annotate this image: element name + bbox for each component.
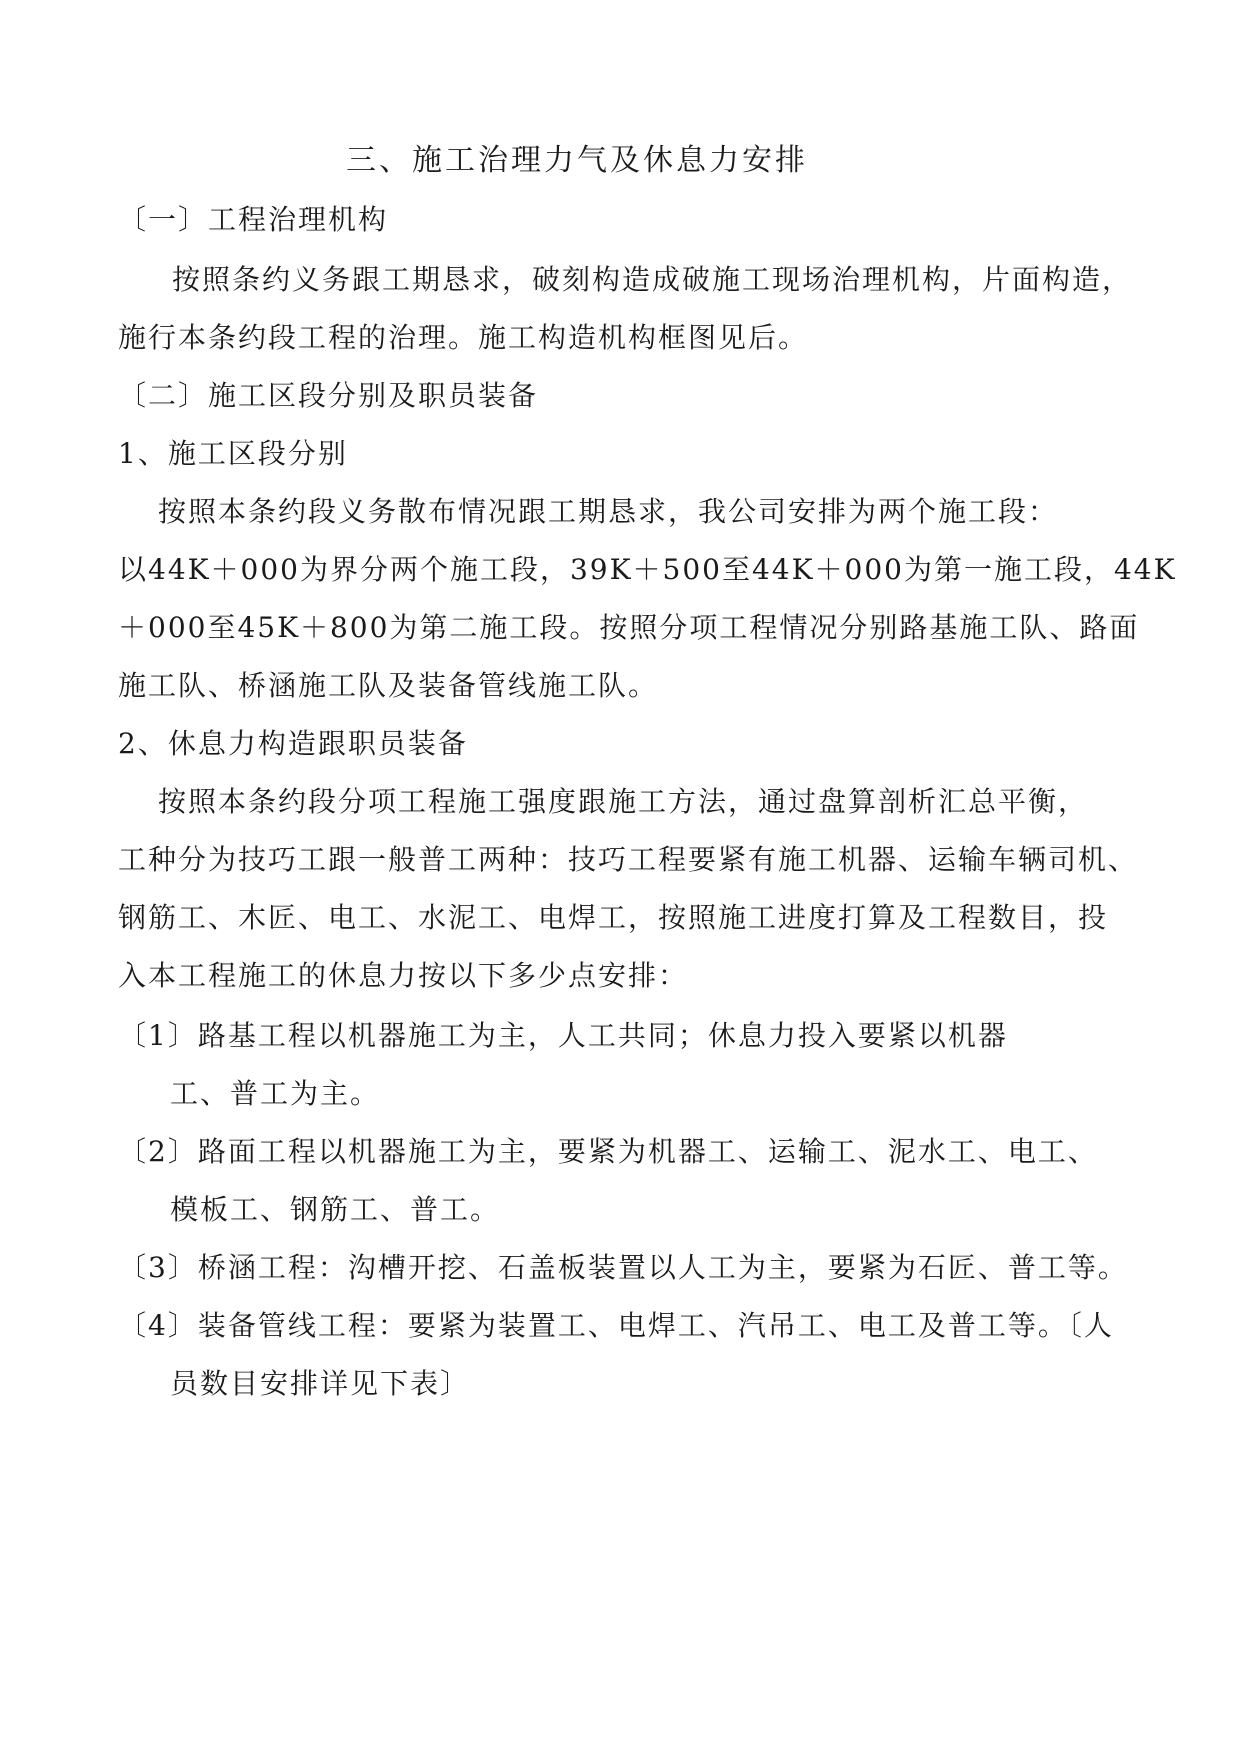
- paragraph-line: 按照本条约段分项工程施工强度跟施工方法，通过盘算剖析汇总平衡，: [158, 785, 1089, 818]
- section-heading-1: 〔一〕工程治理机构: [118, 203, 389, 236]
- subsection-heading-2: 2、休息力构造跟职员装备: [118, 727, 468, 760]
- list-item-continuation: 模板工、钢筋工、普工。: [170, 1193, 501, 1226]
- paragraph-line: 按照条约义务跟工期恳求，破刻构造成破施工现场治理机构，片面构造，: [172, 263, 1133, 296]
- paragraph-line: 钢筋工、木匠、电工、水泥工、电焊工，按照施工进度打算及工程数目，投: [118, 901, 1109, 934]
- paragraph-line: 施工队、桥涵施工队及装备管线施工队。: [118, 669, 659, 702]
- list-item-continuation: 员数目安排详见下表〕: [170, 1367, 471, 1400]
- list-item: 〔1〕路基工程以机器施工为主，人工共同；休息力投入要紧以机器: [118, 1019, 1008, 1052]
- list-item: 〔2〕路面工程以机器施工为主，要紧为机器工、运输工、泥水工、电工、: [118, 1135, 1098, 1168]
- page-title: 三、施工治理力气及休息力安排: [346, 143, 808, 178]
- subsection-heading-1: 1、施工区段分别: [118, 437, 348, 470]
- section-heading-2: 〔二〕施工区段分别及职员装备: [118, 379, 539, 412]
- list-item: 〔3〕桥涵工程：沟槽开挖、石盖板装置以人工为主，要紧为石匠、普工等。: [118, 1251, 1128, 1284]
- paragraph-line: 施行本条约段工程的治理。施工构造机构框图见后。: [118, 321, 809, 354]
- paragraph-line: 按照本条约段义务散布情况跟工期恳求，我公司安排为两个施工段：: [158, 495, 1059, 528]
- list-item: 〔4〕装备管线工程：要紧为装置工、电焊工、汽吊工、电工及普工等。〔人: [118, 1309, 1114, 1342]
- list-item-continuation: 工、普工为主。: [170, 1077, 381, 1110]
- paragraph-line: 以44K＋000为界分两个施工段，39K＋500至44K＋000为第一施工段，44K: [118, 553, 1177, 586]
- paragraph-line: 工种分为技巧工跟一般普工两种：技巧工程要紧有施工机器、运输车辆司机、: [118, 843, 1139, 876]
- paragraph-line: ＋000至45K＋800为第二施工段。按照分项工程情况分别路基施工队、路面: [118, 611, 1140, 644]
- paragraph-line: 入本工程施工的休息力按以下多少点安排：: [118, 959, 689, 992]
